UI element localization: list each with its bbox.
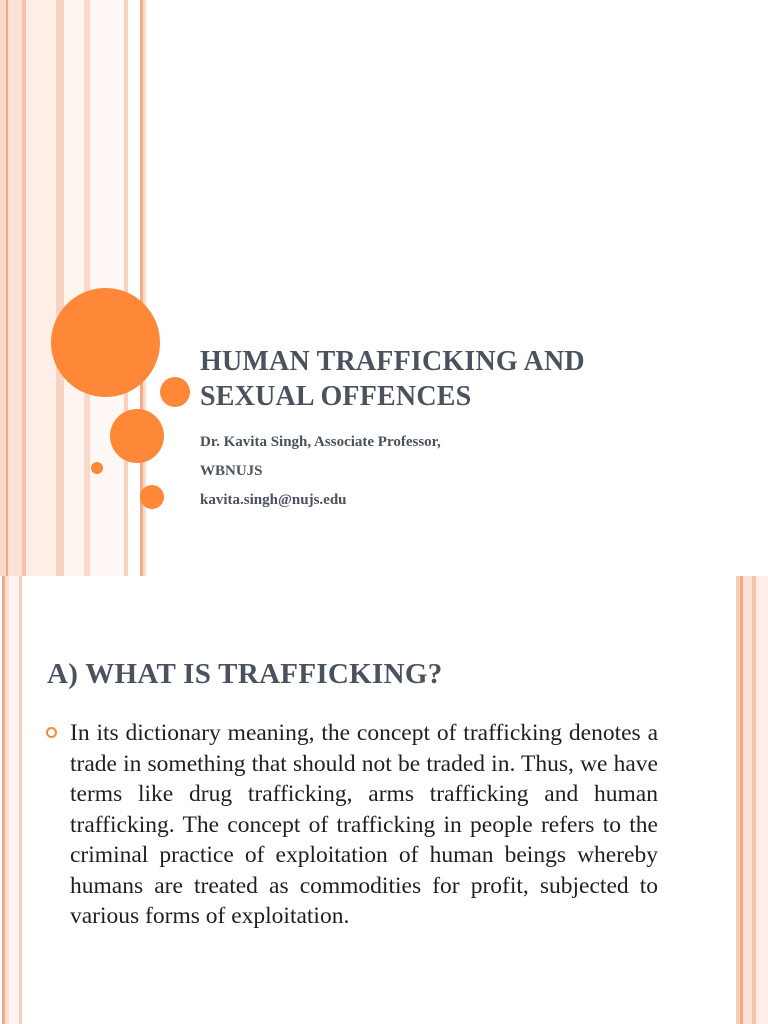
decor-stripe [26, 0, 56, 576]
decor-stripe [8, 0, 22, 576]
author-email: kavita.singh@nujs.edu [200, 492, 347, 508]
section-heading: A) WHAT IS TRAFFICKING? [47, 658, 443, 690]
decor-stripe [124, 0, 128, 576]
decor-circle-dot [91, 462, 103, 474]
decor-stripe [9, 576, 19, 1024]
decor-circle-large [51, 288, 160, 397]
decor-circle-small [140, 485, 164, 509]
decor-stripe [56, 0, 64, 576]
decor-stripe [19, 576, 22, 1024]
slide-title [200, 344, 670, 414]
author-name: Dr. Kavita Singh, Associate Professor, [200, 434, 441, 450]
content-slide [0, 576, 768, 1024]
author-institution: WBNUJS [200, 463, 263, 479]
decor-stripe [64, 0, 84, 576]
author-block [200, 428, 670, 515]
decor-stripe [756, 576, 768, 1024]
slide-title-line: HUMAN TRAFFICKING AND [200, 346, 585, 377]
slide-title-line: SEXUAL OFFENCES [200, 381, 472, 412]
decor-circle-small [160, 377, 190, 407]
bullet-item [46, 718, 658, 932]
decor-stripe [743, 576, 752, 1024]
decor-circle-medium [110, 409, 164, 463]
bullet-text: In its dictionary meaning, the concept of trafficking denotes a trade in something that should not be traded in. Thus, we have terms like drug trafficking, arms trafficking and human trafficking. The concept of trafficking in people refers to the criminal practice of exploitation of human beings whereby humans are treated as commodities for profit, subjected to various forms of exploitation. [70, 720, 658, 929]
bullet-circle-icon [46, 727, 57, 738]
